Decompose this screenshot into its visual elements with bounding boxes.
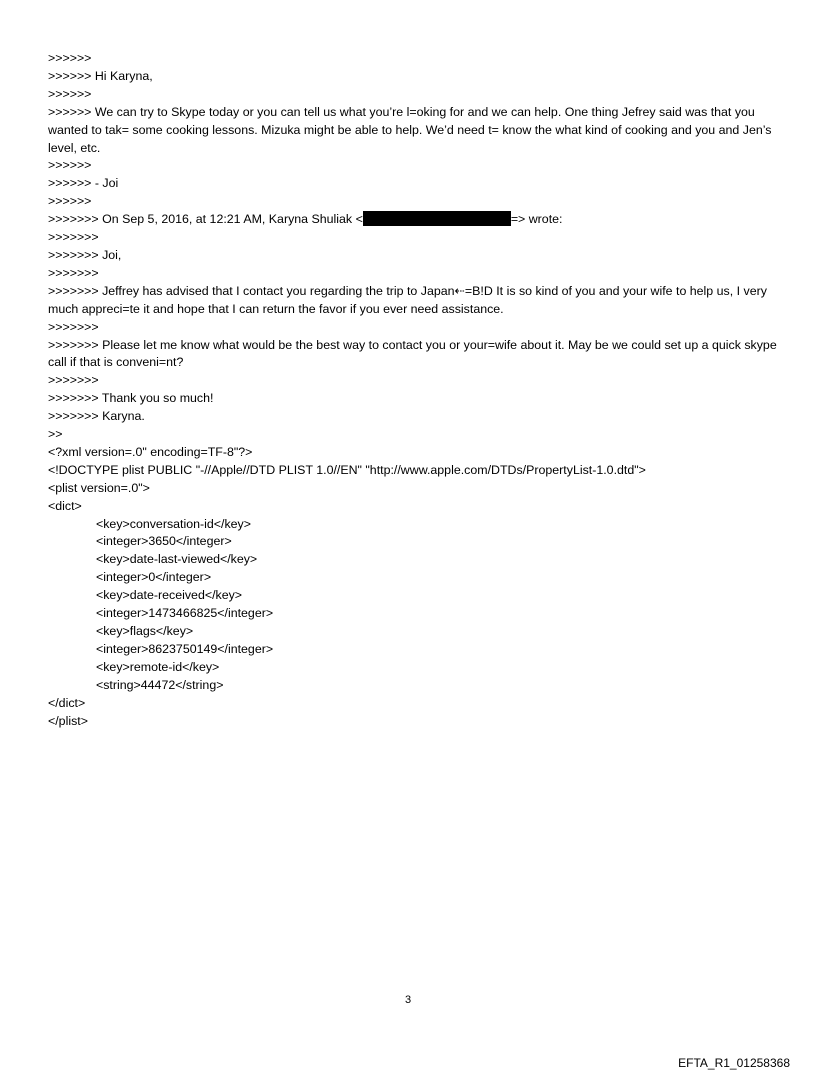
plist-entry: <integer>1473466825</integer> — [96, 606, 274, 621]
plist-entry: <key>remote-id</key> — [96, 659, 220, 674]
quoted-line: >>>>>>> Jeffrey has advised that I contact you regarding the trip to Japan⇠=B!D It is so kind of you and your wife to help us, I very much appreci=te it and hope that I can return the favor if you ever need assistance. — [48, 283, 771, 316]
plist-entry: <key>date-received</key> — [96, 588, 243, 603]
quoted-line: >>>>>> — [48, 86, 92, 101]
header-prefix: >>>>>>> On Sep 5, 2016, at 12:21 AM, Karyna Shuliak < — [48, 212, 363, 227]
quoted-line: >>>>>>> — [48, 319, 99, 334]
doctype-line: <!DOCTYPE plist PUBLIC "-//Apple//DTD PLIST 1.0//EN" "http://www.apple.com/DTDs/PropertyList-1.0.dtd"> — [48, 462, 646, 477]
quoted-original-block — [48, 229, 781, 444]
xml-declaration: <?xml version=.0" encoding=TF-8"?> — [48, 444, 253, 459]
plist-entry: <key>date-last-viewed</key> — [96, 552, 258, 567]
quoted-line: >>>>>> Hi Karyna, — [48, 68, 153, 83]
quoted-line: >>>>>> — [48, 158, 92, 173]
plist-entry: <integer>8623750149</integer> — [96, 641, 274, 656]
plist-entry: <key>conversation-id</key> — [96, 516, 251, 531]
quoted-line: >>>>>>> Joi, — [48, 247, 122, 262]
dict-open-tag: <dict> — [48, 498, 82, 513]
quoted-line: >>>>>>> — [48, 373, 99, 388]
page-number: 3 — [404, 994, 412, 1006]
document-body — [48, 50, 781, 730]
plist-close-tag: </plist> — [48, 713, 88, 728]
plist-entry: <integer>0</integer> — [96, 570, 212, 585]
plist-block — [48, 444, 778, 731]
quoted-line: >>>>>>> — [48, 230, 99, 245]
quoted-line: >>>>>>> Please let me know what would be the best way to contact you or your=wife about it. May be we could set up a quick skype call if that is conveni=nt? — [48, 337, 781, 370]
dict-close-tag: </dict> — [48, 695, 86, 710]
quoted-line: >>>>>> — [48, 51, 92, 65]
plist-entry: <integer>3650</integer> — [96, 534, 232, 549]
quoted-line: >>>>>>> — [48, 265, 99, 280]
quoted-line: >>>>>> — [48, 194, 92, 209]
header-suffix: => wrote: — [510, 212, 563, 227]
quoted-line: >>>>>>> Karyna. — [48, 409, 145, 424]
quoted-line: >> — [48, 427, 63, 442]
quoted-reply-block — [48, 50, 778, 211]
redaction-bar — [363, 211, 511, 226]
bates-number: EFTA_R1_01258368 — [678, 1056, 790, 1070]
plist-entry: <string>44472</string> — [96, 677, 224, 692]
plist-entry: <key>flags</key> — [96, 624, 194, 638]
quoted-line: >>>>>>> Thank you so much! — [48, 391, 214, 406]
quoted-email-header — [48, 211, 778, 229]
quoted-line: >>>>>> - Joi — [48, 176, 119, 191]
quoted-line: >>>>>> We can try to Skype today or you can tell us what you’re l=oking for and we can help. One thing Jefrey said was that you wanted to tak= some cooking lessons. Mizuka might be able to help. We’d need t= know the what kind of cooking and you and Jen’s level, etc. — [48, 104, 775, 155]
plist-open-tag: <plist version=.0"> — [48, 480, 150, 495]
